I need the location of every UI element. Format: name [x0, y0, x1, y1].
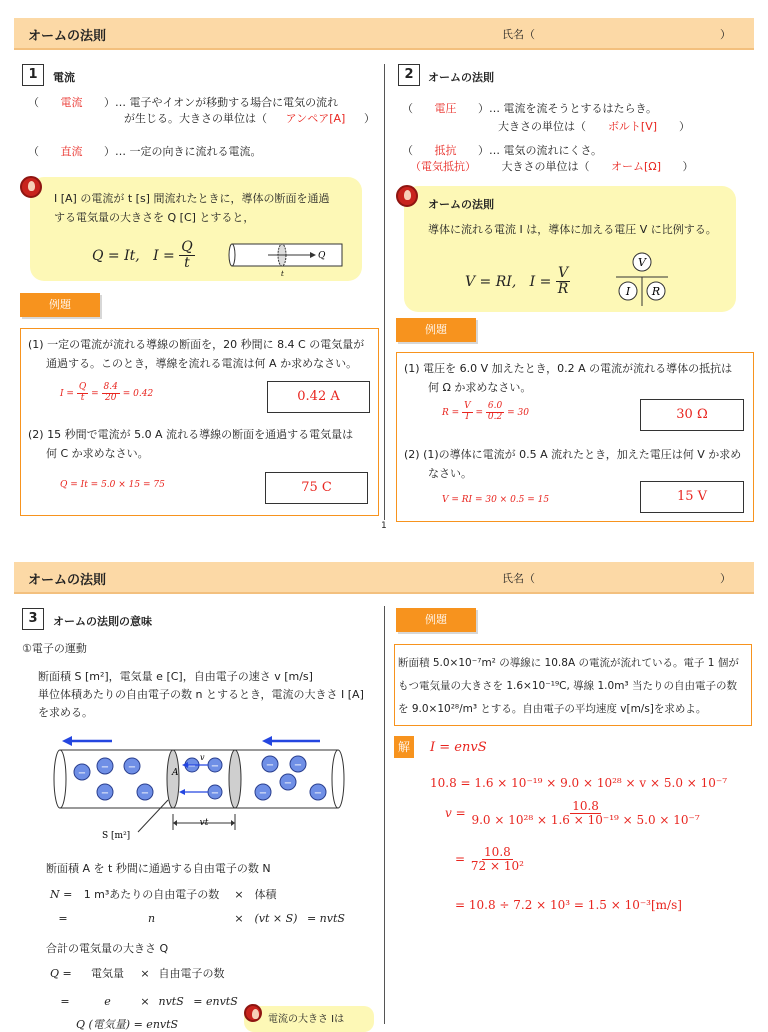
paren-open: （ — [402, 144, 413, 157]
svg-text:−: − — [127, 762, 137, 773]
diagram-v-label: v — [200, 753, 205, 762]
section2-number: 2 — [398, 64, 420, 86]
section1-title: 電流 — [53, 71, 75, 84]
eq-left: = — [60, 995, 70, 1008]
sec1-q1-work — [60, 383, 153, 404]
svg-text:−: − — [100, 762, 110, 773]
sec2-q1-work — [442, 402, 529, 423]
sec3-q-heading: 合計の電気量の大きさ Q — [46, 942, 169, 955]
work-result: = 0.42 — [122, 388, 154, 399]
circle-r-label: R — [651, 285, 661, 298]
answer-electric-resistance: （電気抵抗） — [410, 160, 476, 173]
paren-open: （ — [28, 96, 39, 109]
formula-fraction — [179, 240, 194, 272]
work-equals: = — [91, 388, 99, 399]
definition-text: ）… 電子やイオンが移動する場合に電気の流れ — [104, 96, 339, 109]
sec3-para1: 断面積 S [m²]，電気量 e [C]，自由電子の速さ v [m/s] — [38, 670, 313, 683]
sec1-q1-answer-box: 0.42 A — [267, 381, 370, 413]
svg-text:−: − — [258, 788, 268, 799]
sec3-q-eq1 — [50, 965, 225, 981]
sec1-q2-work: Q = It = 5.0 × 15 = 75 — [60, 480, 165, 490]
section3-title: オームの法則の意味 — [53, 615, 152, 628]
eq-result: = envtS — [193, 995, 238, 1008]
formula-i: I = — [153, 247, 175, 264]
sec3-n-heading: 断面積 A を t 秒間に通過する自由電子の数 N — [46, 862, 271, 875]
solution-final: = 10.8 ÷ 7.2 × 10³ = 1.5 × 10⁻³[m/s] — [455, 898, 682, 912]
svg-text:−: − — [293, 760, 303, 771]
pin-icon — [244, 1004, 262, 1022]
eq-times: × — [140, 995, 150, 1008]
sec2-q1-answer-box: 30 Ω — [640, 399, 744, 431]
answer-direct-current: 直流 — [60, 145, 83, 158]
svg-text:−: − — [140, 788, 150, 799]
svg-text:−: − — [187, 761, 197, 772]
fraction-denominator: 9.0 × 10²⁸ × 1.6 × 10⁻¹⁹ × 5.0 × 10⁻⁷ — [471, 813, 700, 828]
sec1-q2-line2: 何 C か求めなさい。 — [46, 447, 149, 460]
work-fraction — [486, 402, 504, 423]
answer-resistance: 抵抗 — [434, 144, 457, 157]
page2-title: オームの法則 — [28, 573, 107, 588]
sec2-note-title: オームの法則 — [428, 198, 494, 211]
fraction-numerator: 6.0 — [487, 401, 503, 411]
formula-q: Q = It, — [92, 247, 140, 264]
answer-ampere: アンペア[A] — [285, 112, 346, 125]
eq-result: = nvtS — [306, 912, 345, 925]
sec2-q1-line2: 何 Ω か求めなさい。 — [428, 381, 532, 394]
sec1-definition-3 — [28, 143, 262, 159]
eq-right: 自由電子の数 — [158, 967, 225, 980]
formula-fraction — [556, 266, 571, 298]
fraction-denominator: 20 — [104, 392, 117, 403]
page2-name-close: ） — [720, 572, 731, 585]
sec2-definition-4 — [410, 158, 694, 174]
section2-title: オームの法則 — [428, 71, 494, 84]
sec2-q2-answer-box: 15 V — [640, 481, 744, 513]
diagram-vt-label: vt — [199, 818, 209, 828]
eq-left: = — [58, 912, 68, 925]
work-result: = 30 — [507, 407, 529, 418]
work-fraction — [77, 383, 88, 404]
sec2-q2-work: V = RI = 30 × 0.5 = 15 — [442, 495, 550, 505]
sec1-note-line2: する電気量の大きさを Q [C] とすると， — [54, 211, 255, 224]
solution-step2 — [455, 846, 526, 873]
page2-header — [14, 562, 754, 594]
sec2-q1-line1: (1) 電圧を 6.0 V 加えたとき，0.2 A の電流が流れる導体の抵抗は — [404, 362, 733, 375]
formula-v: V = RI, — [465, 273, 517, 290]
formula-i: I = — [529, 273, 552, 290]
answer-voltage: 電圧 — [434, 102, 457, 115]
sec3-para2: 単位体積あたりの自由電子の数 n とするとき，電流の大きさ I [A] — [38, 688, 364, 701]
sec2-note-line1: 導体に流れる電流 I は，導体に加える電圧 V に比例する。 — [428, 223, 717, 236]
definition-text: が生じる。大きさの単位は（ — [124, 112, 267, 125]
sec2-definition-2 — [498, 118, 690, 134]
sec2-formula — [465, 266, 570, 298]
fraction-numerator: Q — [78, 382, 87, 392]
svg-text:−: − — [100, 788, 110, 799]
solution-tag: 解 — [394, 736, 414, 758]
electron-flow-diagram — [50, 730, 350, 842]
page1-name-close: ） — [720, 28, 731, 41]
pin-icon — [396, 185, 418, 207]
eq-times: × — [140, 967, 150, 980]
solution-v — [445, 800, 702, 827]
eq-left: N = — [50, 888, 73, 901]
definition-text: ）… 一定の向きに流れる電流。 — [104, 145, 262, 158]
paren-close: ） — [679, 120, 690, 133]
page2-example-line1: 断面積 5.0×10⁻⁷m² の導線に 10.8A の電流が流れている。電子 1 個が — [398, 657, 739, 669]
svg-text:−: − — [283, 778, 293, 789]
sec2-definition-1 — [402, 100, 657, 116]
fraction-numerator: Q — [181, 239, 193, 255]
fraction-numerator: 8.4 — [103, 382, 118, 392]
page2-example-tag: 例題 — [396, 608, 476, 632]
page1-name-label: 氏名（ — [502, 28, 535, 41]
eq-mid: 電気量 — [91, 967, 124, 980]
section1-number: 1 — [22, 64, 44, 86]
page1-column-divider — [384, 64, 385, 520]
svg-text:−: − — [265, 760, 275, 771]
wire-q-label: Q — [318, 251, 326, 261]
work-prefix: I = — [60, 388, 74, 399]
section3-number: 3 — [22, 608, 44, 630]
fraction-denominator: t — [184, 255, 190, 272]
sec1-q2-line1: (2) 15 秒間で電流が 5.0 A 流れる導線の断面を通過する電気量は — [28, 428, 354, 441]
page2-column-divider — [384, 606, 385, 1024]
fraction-numerator: V — [464, 401, 471, 411]
page1-title: オームの法則 — [28, 29, 107, 44]
eq-right: 体積 — [254, 888, 277, 901]
sec2-q2-line2: なさい。 — [428, 467, 472, 480]
sec1-formula — [92, 240, 195, 272]
wire-t-label: t — [281, 270, 284, 278]
eq-left: Q = — [50, 967, 72, 980]
sec3-partial-line: Q (電気量) = envtS — [76, 1018, 179, 1031]
fraction-numerator: 10.8 — [484, 845, 511, 859]
sec1-example-tag: 例題 — [20, 293, 100, 317]
sec3-para3: を求める。 — [38, 706, 93, 719]
definition-text: 大きさの単位は（ — [498, 120, 586, 133]
fraction-denominator: R — [557, 281, 569, 298]
fraction-denominator: I — [465, 411, 470, 422]
answer-current: 電流 — [60, 96, 83, 109]
eq-mid: 1 m³あたりの自由電子の数 — [83, 888, 220, 901]
svg-text:−: − — [313, 788, 323, 799]
eq-right: (vt × S) — [254, 912, 298, 925]
definition-text: 大きさの単位は（ — [501, 160, 590, 173]
fraction-numerator: V — [558, 265, 569, 281]
solution-fraction1 — [469, 800, 701, 827]
svg-text:−: − — [77, 768, 87, 779]
sec1-q1-line2: 通過する。このとき，導線を流れる電流は何 A か求めなさい。 — [46, 357, 358, 370]
fraction-denominator: 72 × 10² — [470, 859, 524, 874]
work-fraction — [462, 402, 473, 423]
sec1-definition-1 — [28, 94, 338, 110]
answer-ohm: オーム[Ω] — [611, 160, 661, 173]
eq-mid: n — [147, 912, 156, 925]
fraction-denominator: 0.2 — [487, 411, 503, 422]
eq-right: nvtS — [158, 995, 184, 1008]
sec2-q2-line1: (2) (1)の導体に電流が 0.5 A 流れたとき，加えた電圧は何 V か求め — [404, 448, 742, 461]
work-prefix: R = — [442, 407, 460, 418]
paren-close: ） — [682, 160, 694, 173]
svg-text:−: − — [210, 788, 220, 799]
diagram-s-label: S [m²] — [102, 831, 131, 841]
page1-header — [14, 18, 754, 50]
answer-volt: ボルト[V] — [607, 120, 658, 133]
sec3-q-eq2 — [50, 995, 238, 1008]
page-number: 1 — [381, 521, 387, 531]
solution-line1: 10.8 = 1.6 × 10⁻¹⁹ × 9.0 × 10²⁸ × v × 5.0 × 10⁻⁷ — [430, 776, 728, 790]
solution-formula: I = envS — [430, 740, 487, 755]
solution-fraction2 — [469, 846, 526, 873]
fraction-numerator: 10.8 — [572, 799, 599, 813]
eq-times: × — [234, 912, 244, 925]
fraction-denominator: t — [80, 392, 85, 403]
ohm-triangle-diagram — [612, 250, 672, 308]
sec2-definition-3 — [402, 142, 602, 158]
solution-equals: = — [455, 852, 466, 867]
page2-example-line2: もつ電気量の大きさを 1.6×10⁻¹⁹C, 導線 1.0m³ 当たりの自由電子の数 — [398, 680, 737, 692]
definition-text: ）… 電流を流そうとするはたらき。 — [478, 102, 658, 115]
definition-text: ）… 電気の流れにくさ。 — [478, 144, 603, 157]
work-fraction — [102, 383, 120, 404]
wire-cross-section-diagram — [228, 238, 348, 278]
paren-open: （ — [402, 102, 413, 115]
diagram-a-label: A — [172, 768, 179, 778]
sec1-q2-answer-box: 75 C — [265, 472, 368, 504]
sec3-n-eq2 — [50, 912, 345, 925]
pin-icon — [20, 176, 42, 198]
page2-name-label: 氏名（ — [502, 572, 535, 585]
paren-close: ） — [364, 112, 375, 125]
page2-example-line3: を 9.0×10²⁸/m³ とする。自由電子の平均速度 v[m/s]を求めよ。 — [398, 703, 707, 715]
sec3-note-text: 電流の大きさ Iは — [268, 1014, 345, 1025]
eq-times: × — [234, 888, 244, 901]
circle-v-label: V — [638, 256, 646, 269]
sec3-subheading: ①電子の運動 — [22, 642, 87, 655]
sec1-q1-line1: (1) 一定の電流が流れる導線の断面を，20 秒間に 8.4 C の電気量が — [28, 338, 365, 351]
sec1-definition-2 — [124, 110, 375, 126]
paren-open: （ — [28, 145, 39, 158]
solution-v-label: v = — [445, 806, 466, 821]
work-equals: = — [475, 407, 483, 418]
svg-text:−: − — [210, 761, 220, 772]
circle-i-label: I — [625, 285, 631, 298]
sec2-example-tag: 例題 — [396, 318, 476, 342]
eq-mid: e — [104, 995, 111, 1008]
sec3-n-eq1 — [50, 886, 277, 902]
sec1-note-line1: I [A] の電流が t [s] 間流れたときに，導体の断面を通過 — [54, 192, 330, 205]
